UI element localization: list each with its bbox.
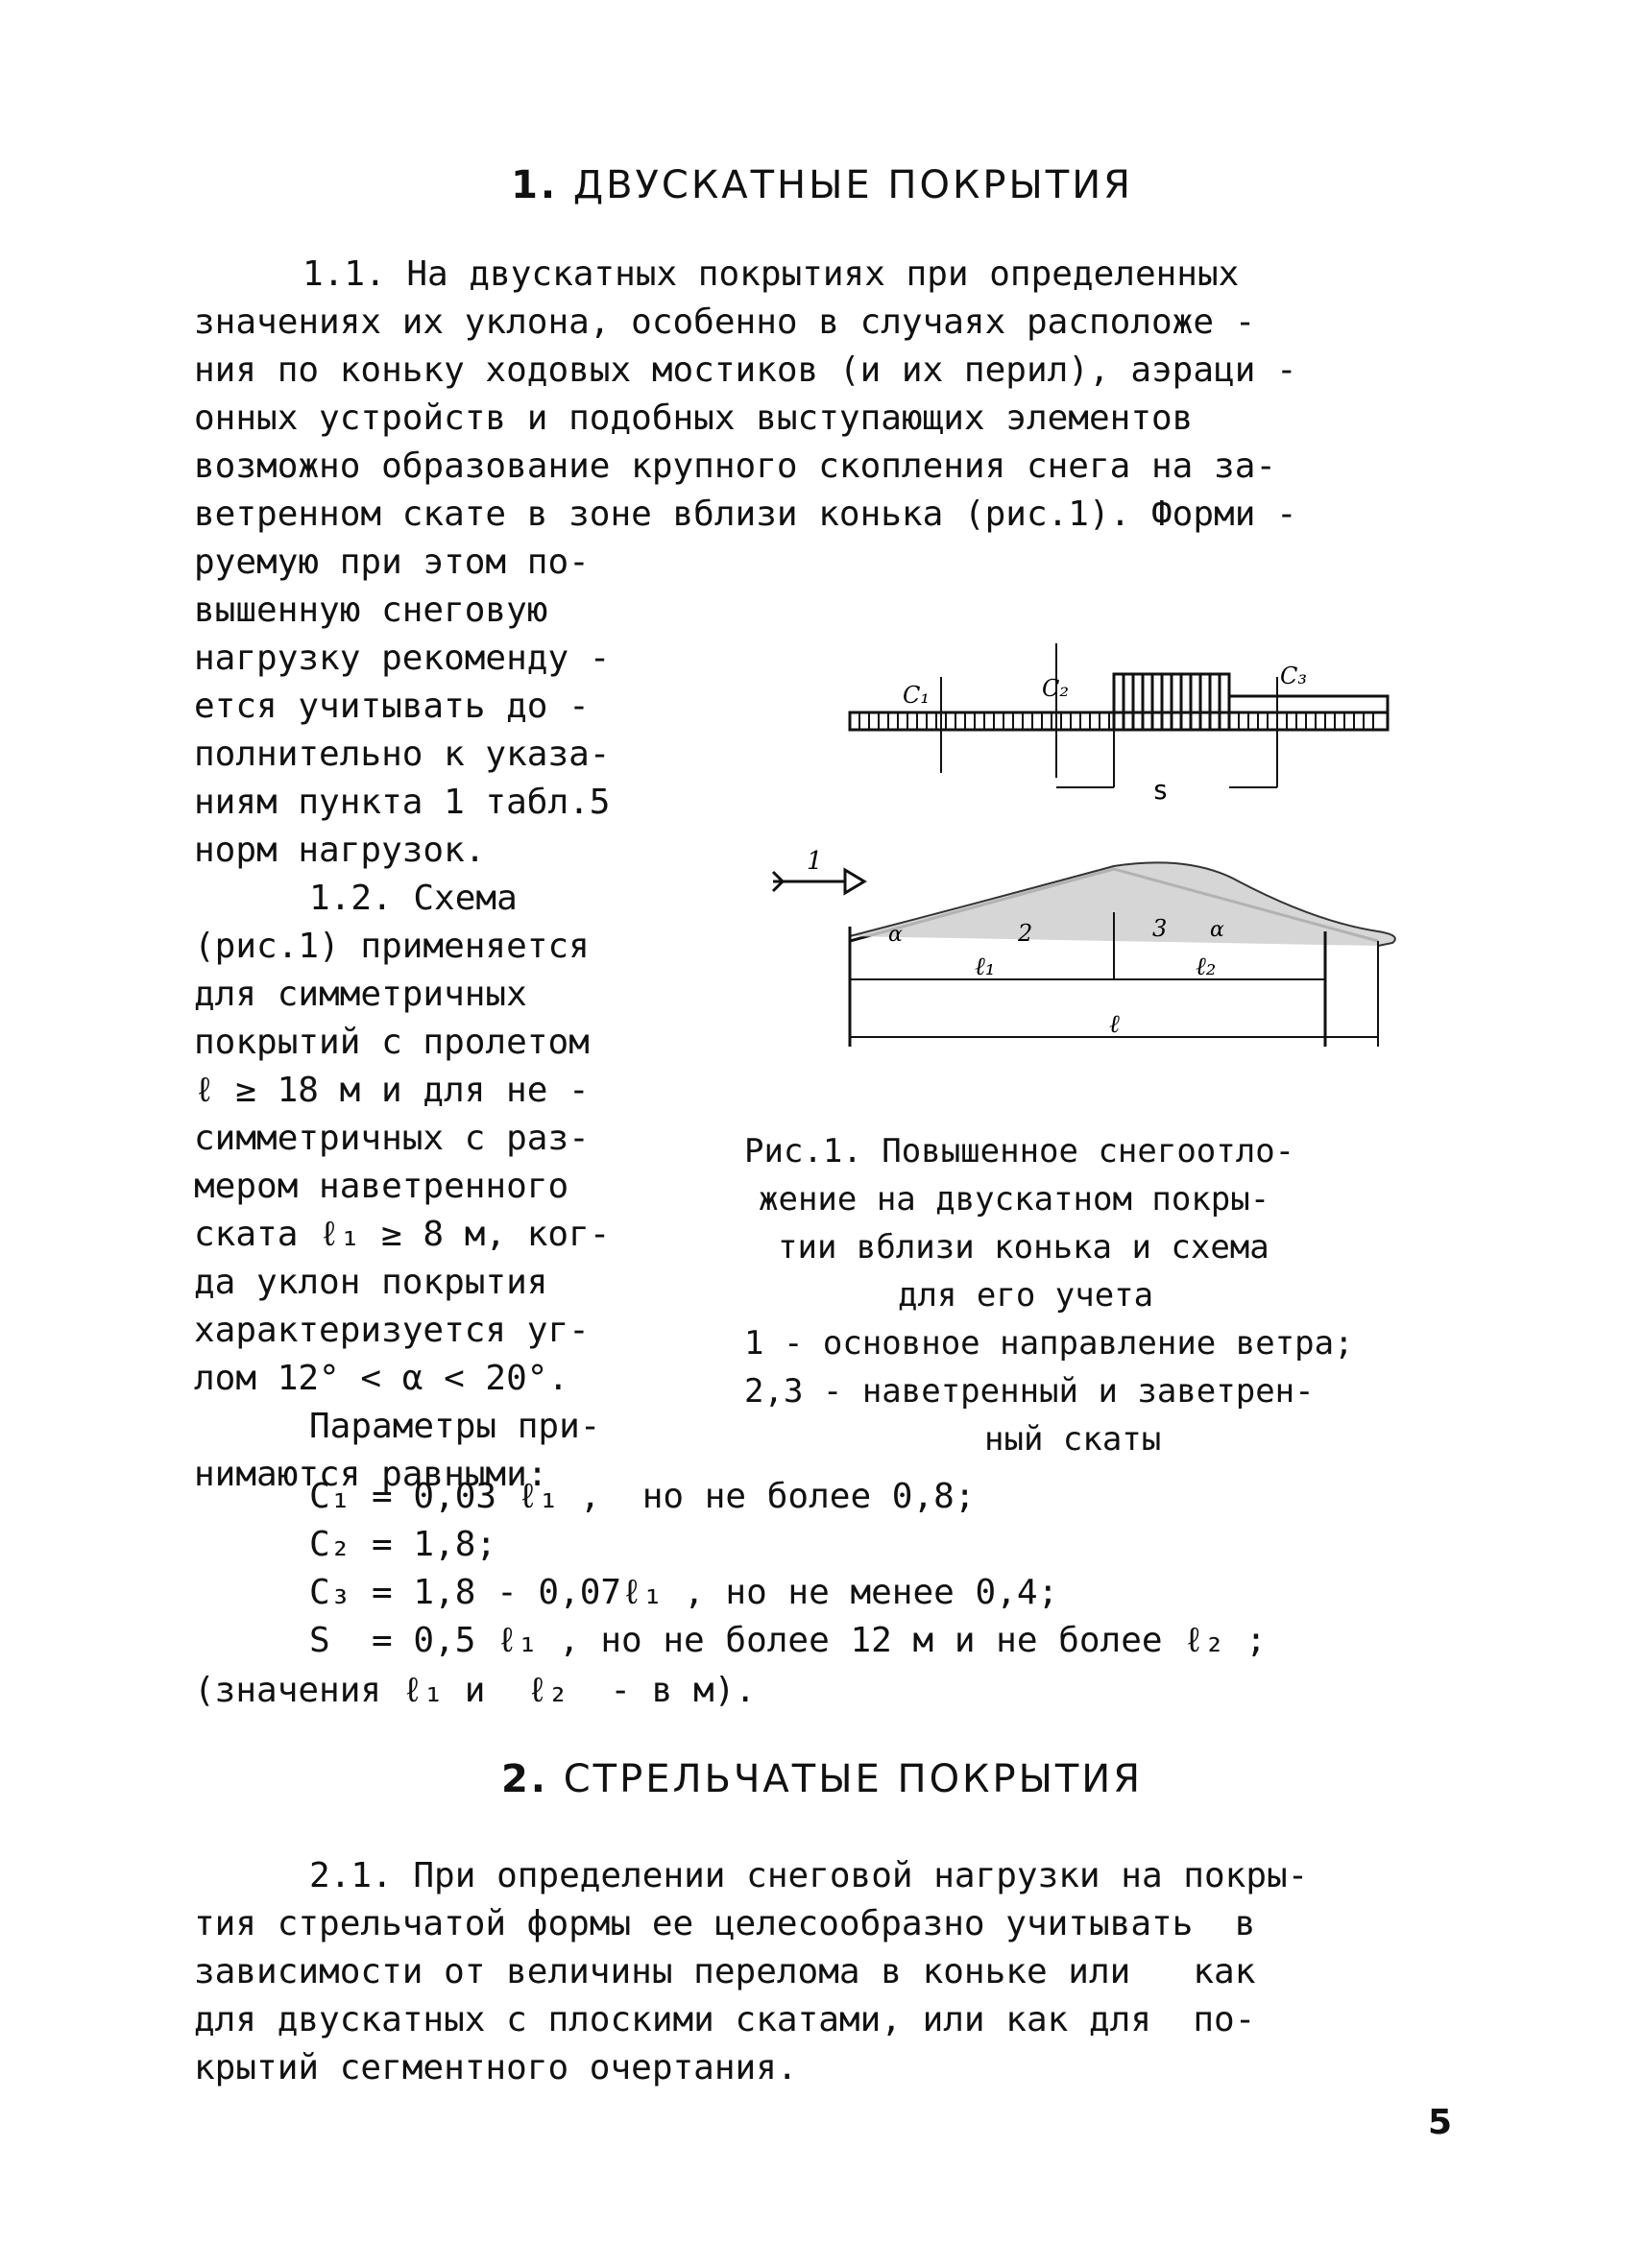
- section-1-number: 1.: [511, 163, 559, 207]
- formula-c2: C₂ = 1,8;: [309, 1525, 497, 1564]
- para-2-1-line: 2.1. При определении снеговой нагрузки на покры-: [309, 1856, 1309, 1895]
- para-1-1-line: значениях их уклона, особенно в случаях расположе -: [194, 302, 1256, 342]
- left-col-line: ската ℓ₁ ≥ 8 м, ког-: [194, 1215, 611, 1254]
- caption-line: ный скаты: [984, 1420, 1162, 1459]
- section-2-title: СТРЕЛЬЧАТЫЕ ПОКРЫТИЯ: [563, 1757, 1144, 1801]
- label-alpha-right: α: [1210, 918, 1224, 942]
- para-1-1-line: 1.1. На двускатных покрытиях при определенных: [302, 254, 1240, 294]
- left-col-line: вышенную снеговую: [194, 591, 548, 630]
- page-number: 5: [1427, 2103, 1452, 2142]
- para-1-1-line: ния по коньку ходовых мостиков (и их перил), аэраци -: [194, 350, 1297, 390]
- label-slope-2: 2: [1018, 920, 1033, 947]
- left-col-line: для симметричных: [194, 975, 527, 1014]
- para-1-1-line: возможно образование крупного скопления снега на за-: [194, 446, 1277, 486]
- para-2-1-line: тия стрельчатой формы ее целесообразно учитывать в: [194, 1904, 1256, 1943]
- left-col-line: норм нагрузок.: [194, 831, 486, 870]
- para-1-1-line: ветренном скате в зоне вблизи конька (рис.1). Форми -: [194, 495, 1297, 534]
- formula-c3: C₃ = 1,8 - 0,07ℓ₁ , но не менее 0,4;: [309, 1573, 1059, 1612]
- label-alpha-left: α: [888, 923, 903, 947]
- left-col-line: ниям пункта 1 табл.5: [194, 783, 611, 822]
- left-col-line: ется учитывать до -: [194, 687, 590, 726]
- para-2-1-line: крытий сегментного очертания.: [194, 2048, 798, 2087]
- para-2-1-line: для двускатных с плоскими скатами, или как для по-: [194, 2000, 1256, 2039]
- left-col-line: (рис.1) применяется: [194, 927, 590, 966]
- para-2-1-line: зависимости от величины перелома в коньке или как: [194, 1952, 1256, 1991]
- label-slope-3: 3: [1152, 915, 1168, 942]
- left-col-line: нагрузку рекоменду -: [194, 639, 611, 678]
- wind-arrow: [773, 847, 864, 893]
- section-2-heading: [0, 1757, 1644, 1801]
- left-col-line: ℓ ≥ 18 м и для не -: [194, 1071, 590, 1110]
- section-1-heading: [0, 163, 1644, 207]
- caption-line: Рис.1. Повышенное снегоотло-: [744, 1132, 1295, 1170]
- caption-line: для его учета: [898, 1276, 1154, 1315]
- left-col-line: нимаются равными:: [194, 1455, 548, 1494]
- left-col-line: Параметры при-: [309, 1407, 601, 1446]
- roof-section: [850, 862, 1395, 1047]
- left-col-line: симметричных с раз-: [194, 1119, 590, 1158]
- caption-line: 1 - основное направление ветра;: [744, 1324, 1354, 1363]
- left-col-line: лом 12° < α < 20°.: [194, 1359, 569, 1398]
- caption-line: 2,3 - наветренный и заветрен-: [744, 1372, 1315, 1411]
- formula-c1: C₁ = 0,03 ℓ₁ , но не более 0,8;: [309, 1477, 976, 1516]
- label-c2: C₂: [1042, 675, 1069, 702]
- formula-units-note: (значения ℓ₁ и ℓ₂ - в м).: [194, 1671, 757, 1710]
- figure-1-diagram: [739, 615, 1412, 1075]
- para-1-1-line: онных устройств и подобных выступающих элементов: [194, 398, 1194, 438]
- formula-s: S = 0,5 ℓ₁ , но не более 12 м и не более ℓ₂ ;: [309, 1621, 1267, 1660]
- label-wind: 1: [807, 847, 823, 876]
- left-col-line: характеризуется уг-: [194, 1311, 590, 1350]
- section-2-number: 2.: [500, 1757, 548, 1801]
- label-s: s: [1152, 774, 1169, 806]
- caption-line: тии вблизи конька и схема: [778, 1228, 1269, 1267]
- left-col-line: полнительно к указа-: [194, 735, 611, 774]
- load-scheme: [850, 643, 1388, 806]
- label-c3: C₃: [1280, 663, 1307, 689]
- left-col-line: да уклон покрытия: [194, 1263, 548, 1302]
- label-l2: ℓ₂: [1196, 953, 1217, 981]
- left-col-line: покрытий с пролетом: [194, 1023, 590, 1062]
- label-l1: ℓ₁: [975, 953, 996, 981]
- section-1-title: ДВУСКАТНЫЕ ПОКРЫТИЯ: [572, 163, 1133, 207]
- caption-line: жение на двускатном покры-: [759, 1180, 1270, 1218]
- label-l: ℓ: [1109, 1010, 1120, 1039]
- left-col-line: мером наветренного: [194, 1167, 569, 1206]
- label-c1: C₁: [903, 682, 930, 709]
- left-col-line: руемую при этом по-: [194, 543, 590, 582]
- left-col-line: 1.2. Схема: [309, 879, 518, 918]
